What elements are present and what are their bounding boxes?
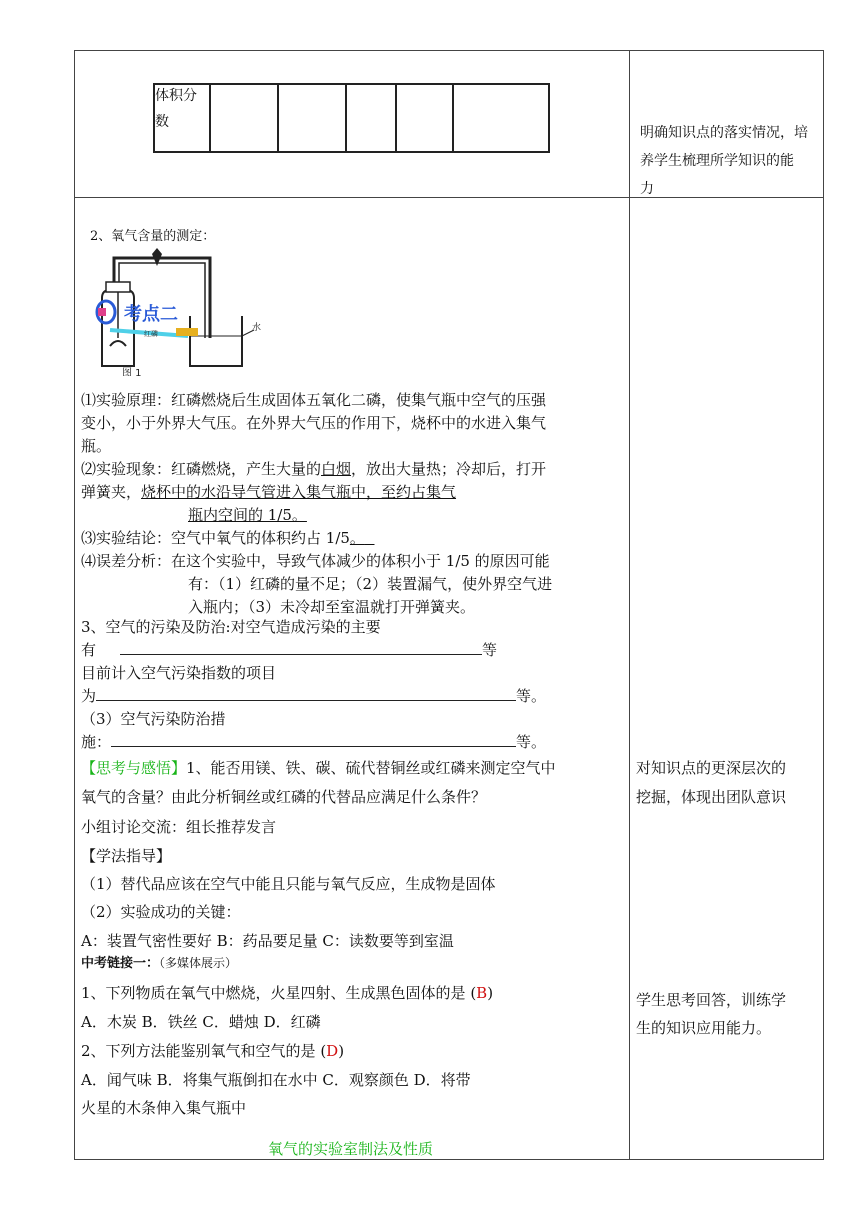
svg-text:红磷: 红磷 — [144, 330, 158, 338]
phenomenon-line1: ⑵实验现象：红磷燃烧，产生大量的白烟，放出大量热；冷却后，打开 — [81, 460, 547, 478]
right-note-2-line2: 挖掘，体现出团队意识 — [636, 788, 787, 806]
question-2-options: A．闻气味 B．将集气瓶倒扣在水中 C．观察颜色 D．将带 — [81, 1071, 471, 1089]
question-1: 1、下列物质在氧气中燃烧，火星四射、生成黑色固体的是 (B) — [81, 984, 494, 1002]
method-line3: A：装置气密性要好 B：药品要足量 C：读数要等到室温 — [81, 932, 454, 950]
inner-table-cell — [453, 84, 549, 152]
white-smoke-term: 白烟 — [321, 460, 352, 478]
right-note-3-line1: 学生思考回答，训练学 — [636, 991, 787, 1009]
footer-title: 氧气的实验室制法及性质 — [268, 1140, 434, 1158]
method-line1: （1）替代品应该在空气中能且只能与氧气反应，生成物是固体 — [81, 875, 496, 893]
error-line3: 入瓶内；（3）未冷却至室温就打开弹簧夹。 — [188, 598, 476, 616]
method-heading: 【学法指导】 — [81, 847, 172, 865]
think-line2: 氧气的含量？由此分析铜丝或红磷的代替品应满足什么条件？ — [81, 788, 487, 806]
principle-line2: 变小，小于外界大气压。在外界大气压的作用下，烧杯中的水进入集气 — [81, 414, 547, 432]
conclusion-line: ⑶实验结论：空气中氧气的体积约占 1/5。 — [81, 529, 365, 547]
exam-heading: 中考链接一：（多媒体展示） — [81, 956, 238, 971]
inner-table-cell — [396, 84, 453, 152]
inner-data-table — [153, 83, 550, 153]
inner-table-cell — [210, 84, 278, 152]
think-tag: 【思考与感悟】 — [81, 759, 187, 777]
svg-text:图 1: 图 1 — [122, 368, 142, 376]
badge-text: 考点二 — [124, 304, 178, 325]
principle-line1: ⑴实验原理：红磷燃烧后生成固体五氧化二磷，使集气瓶中空气的压强 — [81, 391, 547, 409]
inner-label-line1: 体积分 — [155, 88, 197, 104]
blank-line[interactable] — [120, 640, 482, 655]
inner-table-cell — [346, 84, 396, 152]
section3-heading: 3、空气的污染及防治:对空气造成污染的主要 — [81, 618, 381, 636]
answer-q2: D — [326, 1042, 339, 1060]
blank-line[interactable] — [96, 686, 516, 701]
section3-line4: 为 等。 — [81, 687, 547, 705]
svg-text:水: 水 — [252, 323, 262, 333]
error-line2: 有：（1）红磷的量不足；（2）装置漏气，使外界空气进 — [188, 575, 553, 593]
right-note-3-line2: 生的知识应用能力。 — [636, 1019, 772, 1037]
blank-line[interactable] — [111, 732, 516, 747]
inner-table-cell — [278, 84, 346, 152]
section3-line2: 有 等 — [81, 641, 498, 659]
method-line2: （2）实验成功的关键： — [81, 903, 241, 921]
apparatus-illustration — [92, 238, 264, 376]
section3-line6: 施： 等。 — [81, 733, 547, 751]
phenomenon-line3: 瓶内空间的 1/5。 — [188, 506, 307, 524]
section3-line3: 目前计入空气污染指数的项目 — [81, 664, 277, 682]
right-note-1-line2: 养学生梳理所学知识的能 — [640, 153, 794, 169]
inner-label-line2: 数 — [155, 114, 169, 130]
principle-line3: 瓶。 — [81, 437, 112, 455]
inner-table-label-cell — [154, 84, 210, 152]
question-1-options: A．木炭 B．铁丝 C．蜡烛 D．红磷 — [81, 1013, 321, 1031]
think-line3: 小组讨论交流：组长推荐发言 — [81, 818, 277, 836]
right-note-2-line1: 对知识点的更深层次的 — [636, 759, 787, 777]
oxygen-apparatus-diagram — [92, 238, 264, 376]
error-line1: ⑷误差分析：在这个实验中，导致气体减少的体积小于 1/5 的原因可能 — [81, 552, 550, 570]
answer-q1: B — [476, 984, 488, 1002]
phenomenon-line2: 弹簧夹，烧杯中的水沿导气管进入集气瓶中，至约占集气 — [81, 483, 457, 501]
think-line1: 【思考与感悟】1、能否用镁、铁、碳、硫代替铜丝或红磷来测定空气中 — [81, 759, 556, 777]
question-2-options-cont: 火星的木条伸入集气瓶中 — [81, 1099, 247, 1117]
section2-heading: 2、氧气含量的测定： — [90, 229, 216, 244]
column-divider — [629, 50, 630, 1160]
question-2: 2、下列方法能鉴别氧气和空气的是 (D) — [81, 1042, 345, 1060]
right-note-1-line3: 力 — [640, 181, 654, 197]
right-note-1-line1: 明确知识点的落实情况，培 — [640, 125, 808, 141]
section3-line5: （3）空气污染防治措 — [81, 710, 226, 728]
row-divider — [74, 197, 824, 198]
